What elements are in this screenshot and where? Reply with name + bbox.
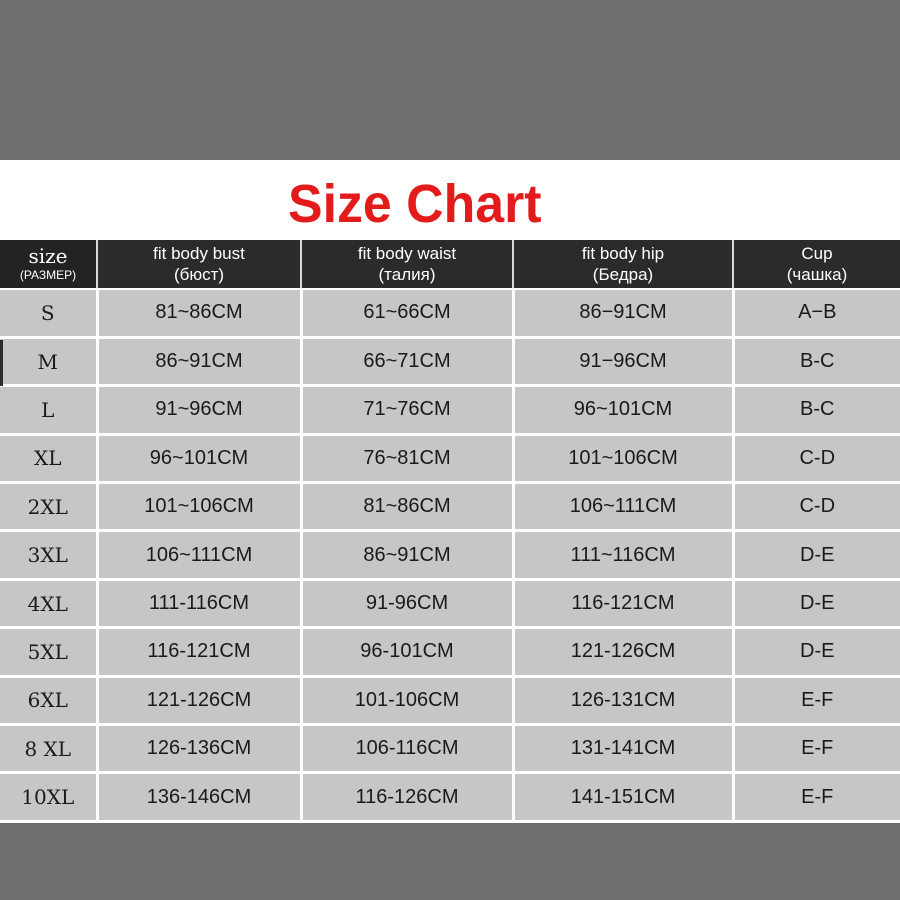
cell-waist: 96-101CM [301,628,513,676]
cell-hip: 111~116CM [513,531,733,579]
cell-waist: 91-96CM [301,579,513,627]
cell-cup: D-E [733,579,900,627]
cell-hip: 131-141CM [513,725,733,773]
cell-size: 10XL [0,773,97,821]
cell-bust: 86~91CM [97,337,301,385]
cell-bust: 136-146CM [97,773,301,821]
cell-cup: D-E [733,628,900,676]
table-row [0,579,900,627]
cell-size: L [0,386,97,434]
table-row [0,289,900,337]
table-row [0,483,900,531]
header-size [0,240,97,289]
cell-size: 4XL [0,579,97,627]
cell-hip: 106~111CM [513,483,733,531]
cell-cup: D-E [733,531,900,579]
cell-cup: A−B [733,289,900,337]
table-row [0,531,900,579]
cell-size: 5XL [0,628,97,676]
cell-waist: 116-126CM [301,773,513,821]
cell-hip: 126-131CM [513,676,733,724]
header-waist-sublabel: (талия) [378,265,436,284]
cell-cup: E-F [733,773,900,821]
header-cup [733,240,900,289]
cell-bust: 111-116CM [97,579,301,627]
header-bust-sublabel: (бюст) [173,265,225,284]
size-table [0,240,900,823]
cell-hip: 91−96CM [513,337,733,385]
cell-size: 8 XL [0,725,97,773]
table-row [0,337,900,385]
cell-bust: 116-121CM [97,628,301,676]
cell-waist: 106-116CM [301,725,513,773]
header-waist-label: fit body waist [357,244,457,263]
cell-size: 2XL [0,483,97,531]
cell-bust: 96~101CM [97,434,301,482]
header-bust-label: fit body bust [153,244,245,263]
cell-cup: C-D [733,483,900,531]
cell-waist: 101-106CM [301,676,513,724]
header-cup-label: Cup [801,244,833,263]
cell-waist: 66~71CM [301,337,513,385]
header-cup-sublabel: (чашка) [786,265,848,284]
cell-bust: 81~86CM [97,289,301,337]
header-hip-label: fit body hip [581,244,665,263]
cell-waist: 61~66CM [301,289,513,337]
cell-bust: 101~106CM [97,483,301,531]
header-hip [513,240,733,289]
table-row [0,434,900,482]
cell-waist: 81~86CM [301,483,513,531]
table-row [0,725,900,773]
cell-size: 3XL [0,531,97,579]
header-size-label: size [28,244,68,268]
cell-size: 6XL [0,676,97,724]
cell-waist: 71~76CM [301,386,513,434]
cell-size: XL [0,434,97,482]
row-marker [0,340,3,386]
cell-hip: 141-151CM [513,773,733,821]
header-size-sublabel: (РАЗМЕР) [19,268,77,282]
cell-waist: 86~91CM [301,531,513,579]
size-chart-title: Size Chart [288,174,542,234]
table-row [0,386,900,434]
header-waist [301,240,513,289]
cell-cup: E-F [733,725,900,773]
cell-hip: 116-121CM [513,579,733,627]
size-chart-card [0,160,900,820]
cell-bust: 106~111CM [97,531,301,579]
table-row [0,676,900,724]
table-row [0,773,900,821]
cell-bust: 121-126CM [97,676,301,724]
cell-cup: B-C [733,386,900,434]
cell-hip: 101~106CM [513,434,733,482]
table-header-row [0,240,900,289]
cell-waist: 76~81CM [301,434,513,482]
cell-cup: E-F [733,676,900,724]
cell-bust: 91~96CM [97,386,301,434]
table-row [0,628,900,676]
cell-bust: 126-136CM [97,725,301,773]
cell-size: S [0,289,97,337]
title-bar [0,160,900,240]
header-bust [97,240,301,289]
cell-hip: 121-126CM [513,628,733,676]
cell-hip: 86−91CM [513,289,733,337]
cell-cup: C-D [733,434,900,482]
cell-size: M [0,337,97,385]
header-hip-sublabel: (Бедра) [592,265,654,284]
cell-hip: 96~101CM [513,386,733,434]
cell-cup: B-C [733,337,900,385]
